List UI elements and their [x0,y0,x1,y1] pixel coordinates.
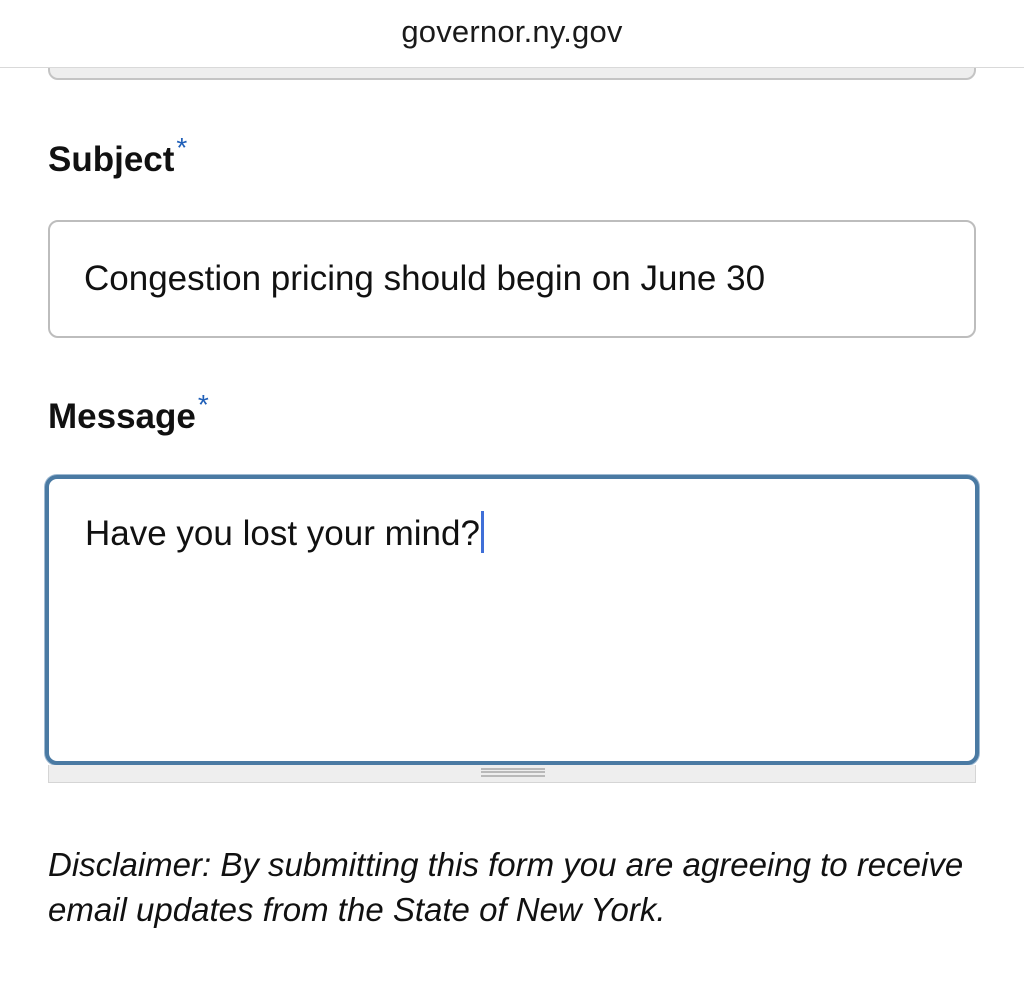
message-label-text: Message [48,397,196,436]
subject-input-value: Congestion pricing should begin on June 30 [84,259,766,298]
subject-label-text: Subject [48,140,175,179]
url-text: governor.ny.gov [401,13,623,49]
textarea-resize-bar[interactable] [48,765,976,783]
browser-address-bar[interactable] [0,0,1024,68]
message-label [48,389,209,437]
message-textarea-value: Have you lost your mind? [85,514,480,553]
subject-label [48,132,188,180]
message-required-mark: * [197,389,209,420]
subject-required-mark: * [176,132,188,163]
text-caret [481,511,484,553]
subject-input[interactable] [48,220,976,338]
resize-grip-icon[interactable] [481,768,545,777]
message-textarea[interactable] [45,475,979,765]
disclaimer-text: Disclaimer: By submitting this form you are agreeing to receive email updates from the State of New York. [48,846,964,928]
